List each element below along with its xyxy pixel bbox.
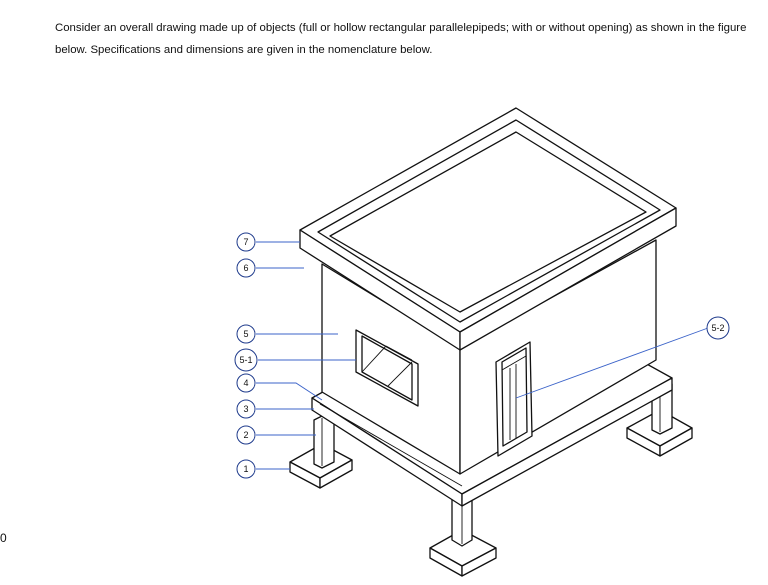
svg-text:6: 6 [243, 263, 249, 273]
callout-6 [237, 259, 255, 277]
svg-text:5-2: 5-2 [711, 323, 725, 333]
svg-text:5: 5 [243, 329, 249, 339]
callout-3 [237, 400, 255, 418]
callout-4 [237, 374, 255, 392]
svg-text:1: 1 [243, 464, 249, 474]
intro-paragraph: Consider an overall drawing made up of objects (full or hollow rectangular parallelepipeds; with or without opening) as shown in the figure below. Specifications and dimensions are given in the nomenclature below. [55, 22, 747, 56]
svg-text:2: 2 [243, 430, 249, 440]
door-opening [496, 342, 532, 456]
svg-text:4: 4 [243, 378, 249, 388]
svg-text:5-1: 5-1 [239, 355, 253, 365]
edge-glyph: 0 [0, 531, 7, 545]
callout-5-1 [235, 349, 257, 371]
callout-5-2 [707, 317, 729, 339]
svg-text:3: 3 [243, 404, 249, 414]
callout-5 [237, 325, 255, 343]
callout-7 [237, 233, 255, 251]
callout-1 [237, 460, 255, 478]
callout-2 [237, 426, 255, 444]
svg-text:7: 7 [243, 237, 249, 247]
